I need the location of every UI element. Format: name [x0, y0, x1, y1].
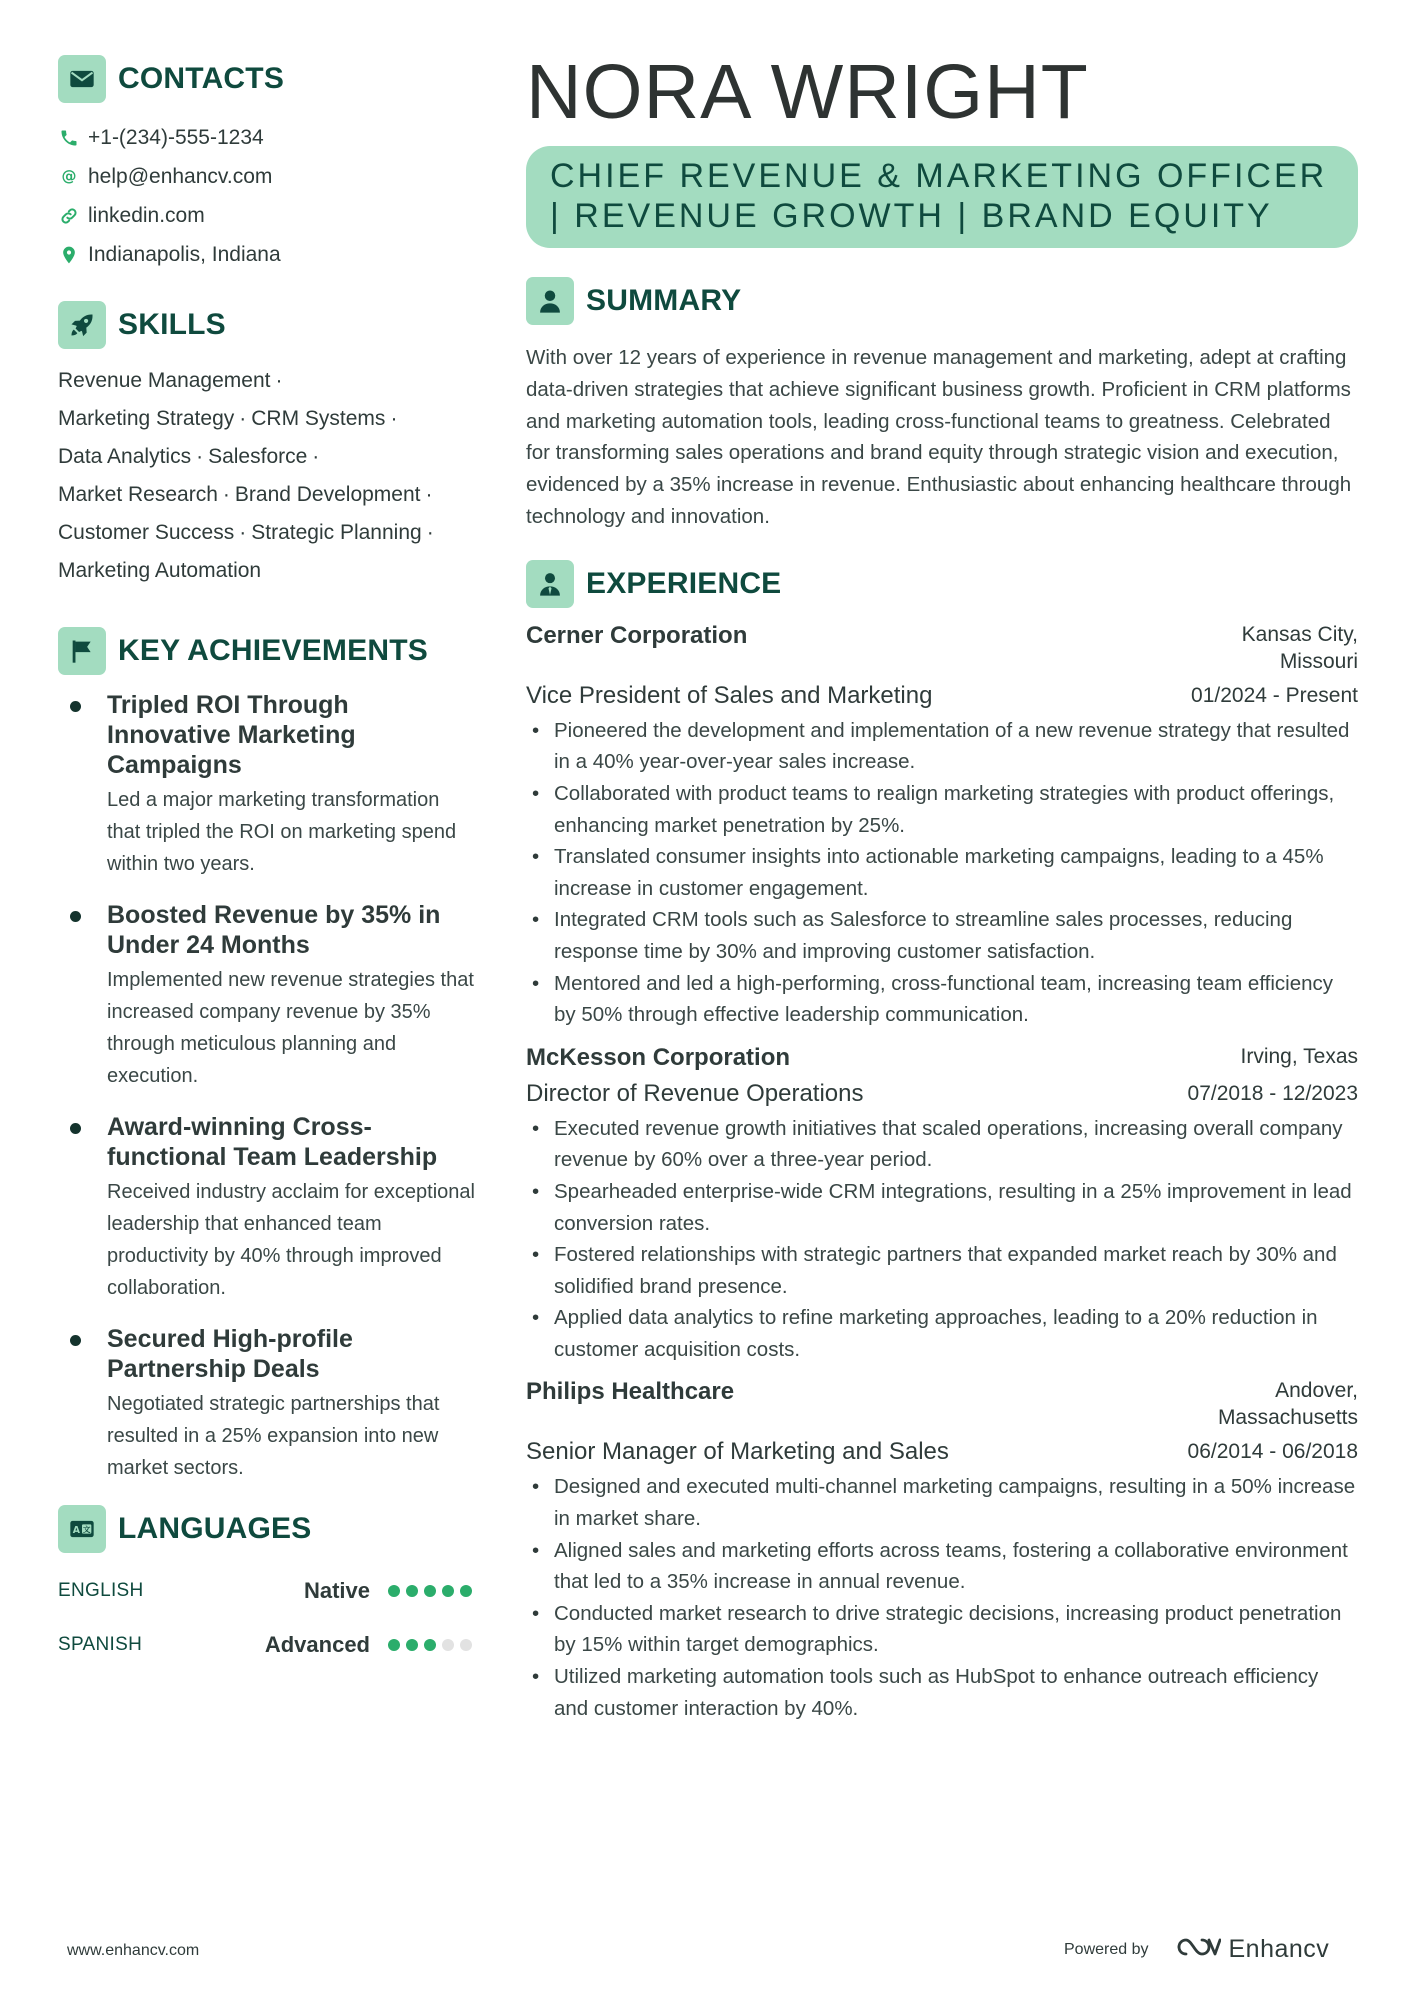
language-icon [58, 1505, 106, 1553]
skills-list [58, 362, 478, 590]
rocket-icon [58, 301, 106, 349]
job-bullet: • Spearheaded enterprise-wide CRM integrations, resulting in a 25% improvement in lead conversion rates. [526, 1176, 1358, 1239]
candidate-name: NORA WRIGHT [526, 49, 1089, 135]
languages-title: LANGUAGES [118, 1512, 312, 1545]
left-column [58, 54, 478, 1672]
skill-separator: · [222, 483, 230, 506]
skill-item: Marketing Strategy [58, 407, 235, 430]
svg-text:@: @ [61, 166, 77, 185]
job-bullet: • Aligned sales and marketing efforts across teams, fostering a collaborative environment that led to a 35% increase in annual revenue. [526, 1535, 1358, 1598]
job-bullets [526, 715, 1358, 1031]
skill-separator: · [275, 369, 283, 392]
job-role: Director of Revenue Operations [526, 1079, 864, 1107]
job-dates: 01/2024 - Present [1191, 683, 1358, 707]
language-level: Native [303, 1578, 370, 1603]
job-entry [526, 1043, 1358, 1366]
proficiency-dot [460, 1639, 472, 1651]
envelope-icon [58, 55, 106, 103]
skill-separator: · [425, 483, 433, 506]
skill-item: Salesforce [208, 445, 308, 468]
powered-by-text: Powered by [1064, 1940, 1149, 1958]
job-role: Senior Manager of Marketing and Sales [526, 1438, 949, 1466]
job-role: Vice President of Sales and Marketing [526, 681, 933, 709]
skill-item: Brand Development [234, 483, 421, 506]
company-name: Philips Healthcare [526, 1378, 735, 1406]
bullet-dot-icon [70, 911, 81, 922]
proficiency-dot [442, 1639, 454, 1651]
achievement-title: Tripled ROI Through Innovative Marketing Campaigns [107, 691, 356, 779]
job-location: Andover, Massachusetts [1217, 1379, 1358, 1430]
skill-line [58, 552, 478, 590]
contacts-list [58, 118, 478, 274]
contacts-title: CONTACTS [118, 62, 285, 95]
proficiency-dot [424, 1639, 436, 1651]
job-bullet: • Applied data analytics to refine marketing approaches, leading to a 20% reduction in customer acquisition costs. [526, 1302, 1358, 1365]
achievement-item [58, 900, 478, 1092]
language-row [58, 1564, 478, 1618]
achievement-description: Implemented new revenue strategies that increased company revenue by 35% through meticulous planning and execution. [107, 969, 474, 1087]
skill-separator: · [239, 521, 247, 544]
headline-pill: CHIEF REVENUE & MARKETING OFFICER | REVENUE GROWTH | BRAND EQUITY [526, 146, 1358, 248]
company-name: McKesson Corporation [526, 1043, 791, 1071]
achievement-item [58, 1112, 478, 1304]
job-bullets [526, 1113, 1358, 1366]
achievement-description: Received industry acclaim for exceptional leadership that enhanced team productivity by 40% through improved collaboration. [107, 1181, 475, 1299]
achievement-description: Led a major marketing transformation that tripled the ROI on marketing spend within two years. [107, 789, 457, 875]
job-bullet: • Utilized marketing automation tools such as HubSpot to enhance outreach efficiency and customer interaction by 40%. [526, 1661, 1358, 1724]
achievement-item [58, 1324, 478, 1484]
contact-phone [58, 118, 478, 157]
svg-text:文: 文 [82, 1525, 91, 1535]
language-name: SPANISH [58, 1634, 143, 1655]
proficiency-dot [406, 1639, 418, 1651]
proficiency-dot [460, 1585, 472, 1597]
right-column [526, 48, 1358, 1724]
skill-line [58, 400, 478, 438]
language-row [58, 1618, 478, 1672]
skill-line [58, 476, 478, 514]
achievement-item [58, 690, 478, 880]
achievements-title: KEY ACHIEVEMENTS [118, 634, 428, 667]
job-bullet: • Pioneered the development and implementation of a new revenue strategy that resulted in a 40% year-over-year sales increase. [526, 715, 1358, 778]
skill-item: CRM Systems [251, 407, 386, 430]
proficiency-dot [388, 1585, 400, 1597]
proficiency-dot [406, 1585, 418, 1597]
proficiency-dot [424, 1585, 436, 1597]
location-text: Indianapolis, Indiana [88, 242, 281, 266]
phone-text[interactable]: +1-(234)-555-1234 [88, 125, 264, 149]
proficiency-dots [388, 1639, 478, 1651]
experience-list [526, 621, 1358, 1724]
job-bullets [526, 1471, 1358, 1724]
proficiency-dot [442, 1585, 454, 1597]
email-text[interactable]: help@enhancv.com [88, 164, 273, 188]
contact-linkedin [58, 196, 478, 235]
skill-item: Marketing Automation [58, 559, 262, 582]
job-entry [526, 1377, 1358, 1724]
summary-title: SUMMARY [586, 284, 742, 317]
linkedin-text[interactable]: linkedin.com [88, 203, 205, 227]
job-bullet: • Integrated CRM tools such as Salesforce to streamline sales processes, reducing response time by 30% and improving customer satisfaction. [526, 904, 1358, 967]
skills-title: SKILLS [118, 308, 226, 341]
skill-separator: · [196, 445, 204, 468]
achievement-title: Award-winning Cross-functional Team Leadership [107, 1113, 438, 1171]
link-icon [58, 205, 80, 227]
contact-location [58, 235, 478, 274]
achievement-title: Secured High-profile Partnership Deals [107, 1325, 353, 1383]
brand-name: Enhancv [1228, 1935, 1330, 1963]
flag-icon [58, 627, 106, 675]
language-level: Advanced [264, 1632, 370, 1657]
job-location: Irving, Texas [1240, 1044, 1358, 1068]
job-bullet: • Translated consumer insights into actionable marketing campaigns, leading to a 45% increase in customer engagement. [526, 841, 1358, 904]
job-bullet: • Mentored and led a high-performing, cross-functional team, increasing team efficiency by 50% through effective leadership communication. [526, 968, 1358, 1031]
skill-separator: · [426, 521, 434, 544]
map-pin-icon [58, 244, 80, 266]
job-bullet: • Executed revenue growth initiatives that scaled operations, increasing overall company revenue by 60% over a three-year period. [526, 1113, 1358, 1176]
bullet-dot-icon [70, 1335, 81, 1346]
skill-line [58, 362, 478, 400]
achievement-description: Negotiated strategic partnerships that resulted in a 25% expansion into new market sectors. [107, 1393, 440, 1479]
job-dates: 07/2018 - 12/2023 [1187, 1081, 1358, 1105]
job-location: Kansas City, Missouri [1241, 622, 1358, 673]
languages-header [58, 1504, 478, 1554]
skill-line [58, 438, 478, 476]
skill-item: Strategic Planning [251, 521, 422, 544]
job-bullet: • Fostered relationships with strategic partners that expanded market reach by 30% and solidified brand presence. [526, 1239, 1358, 1302]
contact-email [58, 157, 478, 196]
businessman-icon [526, 560, 574, 608]
job-bullet: • Collaborated with product teams to realign marketing strategies with product offerings, enhancing market penetration by 25%. [526, 778, 1358, 841]
achievements-list [58, 690, 478, 1484]
bullet-dot-icon [70, 701, 81, 712]
skill-item: Market Research [58, 483, 218, 506]
summary-header [526, 276, 1358, 326]
skills-header [58, 300, 478, 350]
skill-item: Customer Success [58, 521, 235, 544]
footer-branding [1064, 1934, 1329, 1965]
person-icon [526, 277, 574, 325]
job-bullet: • Conducted market research to drive strategic decisions, increasing product penetration by 15% within target demographics. [526, 1598, 1358, 1661]
svg-text:A: A [72, 1525, 81, 1537]
skill-separator: · [239, 407, 247, 430]
at-icon [58, 166, 80, 188]
language-name: ENGLISH [58, 1580, 144, 1601]
skill-separator: · [312, 445, 320, 468]
job-entry [526, 621, 1358, 1031]
footer-website[interactable]: www.enhancv.com [67, 1942, 200, 1959]
skill-item: Revenue Management [58, 369, 271, 392]
languages-list [58, 1564, 478, 1672]
experience-title: EXPERIENCE [586, 566, 782, 600]
job-bullet: • Designed and executed multi-channel marketing campaigns, resulting in a 50% increase in market share. [526, 1471, 1358, 1534]
bullet-dot-icon [70, 1123, 81, 1134]
achievement-title: Boosted Revenue by 35% in Under 24 Months [107, 901, 441, 959]
proficiency-dot [388, 1639, 400, 1651]
skill-separator: · [390, 407, 398, 430]
achievements-header [58, 626, 478, 676]
company-name: Cerner Corporation [526, 621, 748, 649]
skill-item: Data Analytics [58, 445, 192, 468]
skill-line [58, 514, 478, 552]
proficiency-dots [388, 1585, 478, 1597]
experience-header [526, 559, 1358, 609]
contacts-header [58, 54, 478, 104]
enhancv-logo-icon [1175, 1934, 1229, 1965]
summary-text: With over 12 years of experience in revenue management and marketing, adept at crafting data-driven strategies that achieve significant business growth. Proficient in CRM platforms and marketing automation tools, leading cross-functional teams to greatness. Celebrated for transforming sales operations and brand equity through strategic vision and execution, evidenced by a 35% increase in revenue. Enthusiastic about enhancing healthcare through technology and innovation. [526, 346, 1352, 528]
job-dates: 06/2014 - 06/2018 [1187, 1440, 1358, 1464]
phone-icon [58, 127, 80, 149]
